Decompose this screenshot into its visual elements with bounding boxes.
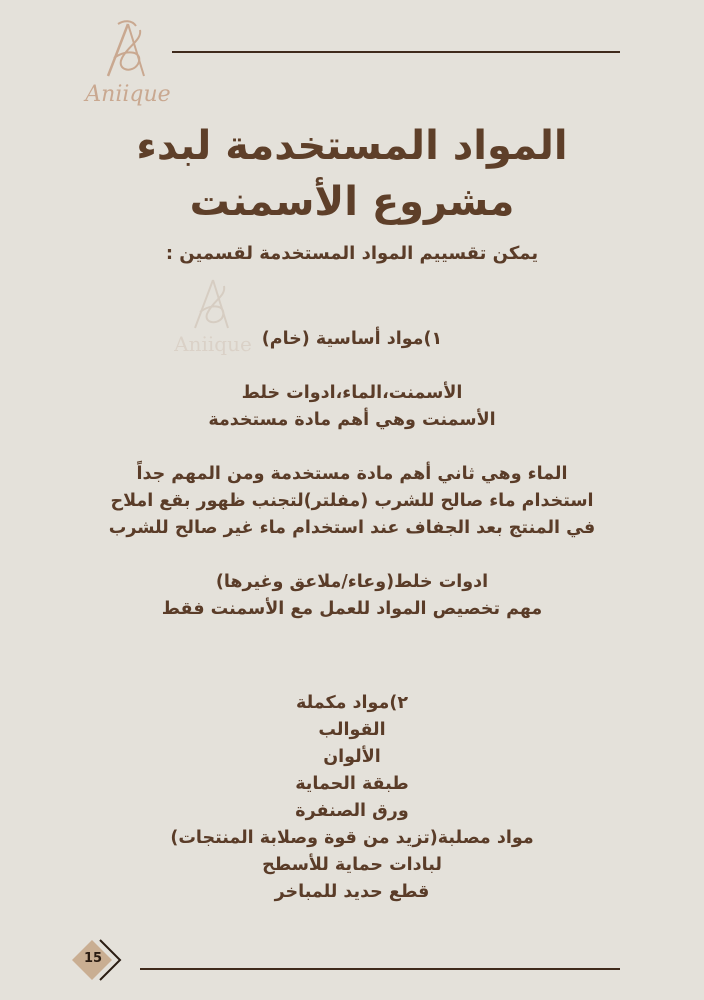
section1-items-line: الأسمنت،الماء،ادوات خلط <box>241 383 463 403</box>
title-line-2: مشروع الأسمنت <box>189 179 515 225</box>
bottom-divider <box>140 968 620 970</box>
section2-item: القوالب <box>318 720 386 740</box>
section2-item: الألوان <box>323 747 381 767</box>
water-line-1: الماء وهي ثاني أهم مادة مستخدمة ومن المهم جداً <box>136 464 568 484</box>
cement-note: الأسمنت وهي أهم مادة مستخدمة <box>208 410 496 430</box>
subtitle: يمكن تقسييم المواد المستخدمة لقسمين : <box>165 243 539 264</box>
water-line-2: استخدام ماء صالح للشرب (مفلتر)لتجنب ظهور بقع املاح <box>110 491 594 511</box>
page-number-badge <box>70 937 122 983</box>
title-line-1: المواد المستخدمة لبدء <box>136 123 568 169</box>
section2-item: مواد مصلبة(تزيد من قوة وصلابة المنتجات) <box>170 828 534 848</box>
body-text <box>40 326 664 906</box>
section1-heading: ١)مواد أساسية (خام) <box>261 329 443 349</box>
water-line-3: في المنتج بعد الجفاف عند استخدام ماء غير صالح للشرب <box>108 518 596 538</box>
section2-item: ورق الصنفرة <box>295 801 409 821</box>
section2-item: قطع حديد للمباخر <box>274 882 430 902</box>
section2-heading: ٢)مواد مكملة <box>295 693 409 713</box>
page-number: 15 <box>83 951 103 966</box>
tools-line-1: ادوات خلط(وعاء/ملاعق وغيرها) <box>215 572 489 592</box>
tools-line-2: مهم تخصيص المواد للعمل مع الأسمنت فقط <box>161 599 543 619</box>
watermark-text: Aniique <box>174 332 252 356</box>
top-divider <box>172 51 620 53</box>
brand-logo <box>78 18 178 110</box>
section2-item: طبقة الحماية <box>295 774 409 794</box>
logo-mark-icon <box>78 18 178 88</box>
section2-item: لبادات حماية للأسطح <box>262 855 442 875</box>
page-title <box>40 118 664 230</box>
logo-text: Aniique <box>85 82 171 107</box>
